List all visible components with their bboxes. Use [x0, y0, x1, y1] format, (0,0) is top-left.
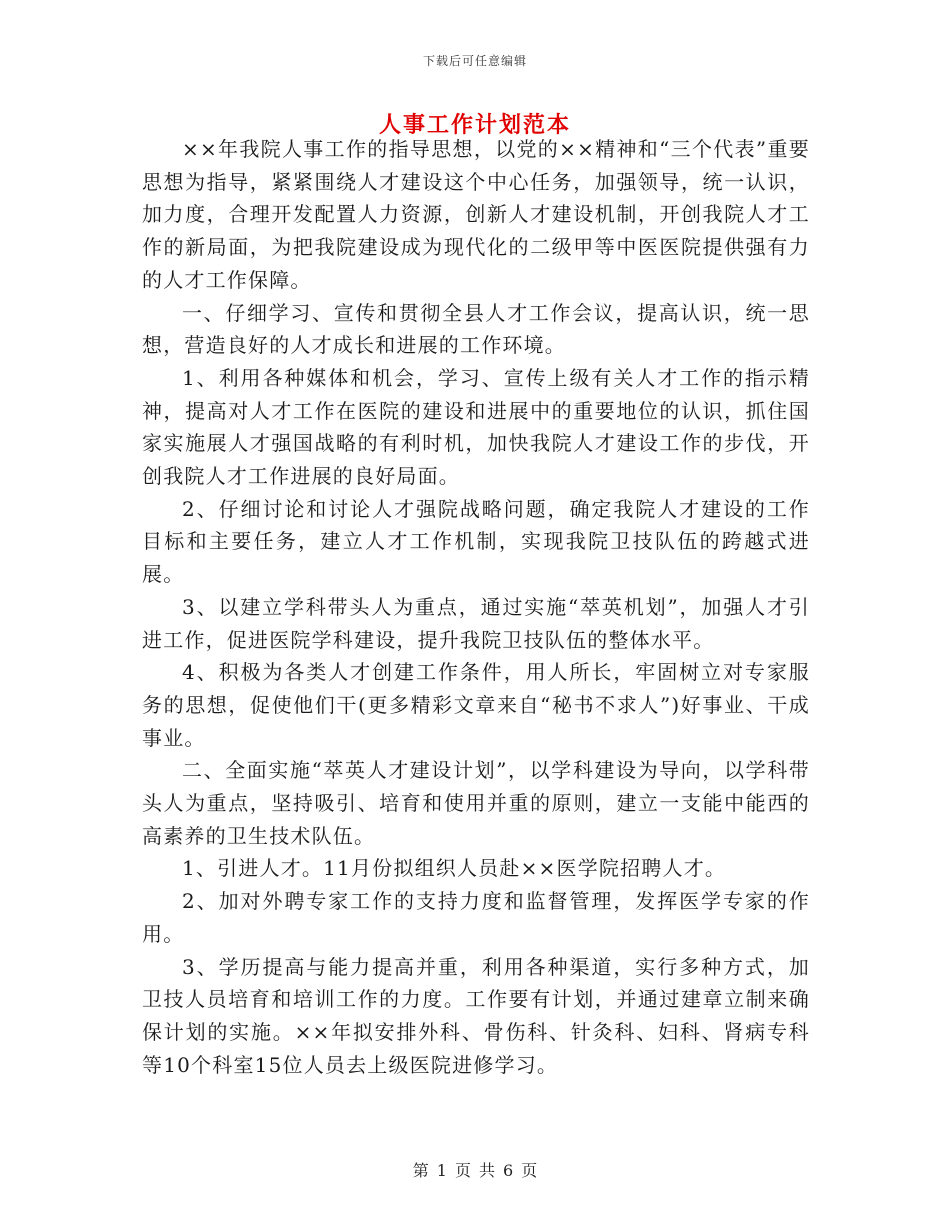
- paragraph-section-1: 一、仔细学习、宣传和贯彻全县人才工作会议，提高认识，统一思想，营造良好的人才成长和进展的工作环境。: [142, 300, 810, 358]
- document-body: [142, 133, 810, 1081]
- footer-suffix: 页: [521, 1161, 538, 1180]
- page-footer: [0, 1158, 950, 1181]
- footer-total-word: 共: [479, 1161, 496, 1180]
- footer-current-page: 1: [436, 1161, 447, 1180]
- paragraph-item-2-1: 1、引进人才。11月份拟组织人员赴××医学院招聘人才。: [182, 856, 727, 881]
- paragraph-item-2-2: 2、加对外聘专家工作的支持力度和监督管理，发挥医学专家的作用。: [142, 889, 810, 946]
- paragraph-item-1-3: 3、以建立学科带头人为重点，通过实施“萃英机划”，加强人才引进工作，促进医院学科建设，提升我院卫技队伍的整体水平。: [142, 594, 810, 652]
- footer-total-pages: 6: [503, 1161, 514, 1180]
- page-header-note: 下载后可任意编辑: [422, 54, 527, 68]
- footer-prefix: 第: [412, 1161, 429, 1180]
- document-title: 人事工作计划范本: [378, 112, 571, 138]
- paragraph-item-1-4: 4、积极为各类人才创建工作条件，用人所长，牢固树立对专家服务的思想，促使他们干(更多精彩文章来自“秘书不求人”)好事业、干成事业。: [142, 660, 810, 750]
- paragraph-intro: ××年我院人事工作的指导思想，以党的××精神和“三个代表”重要思想为指导，紧紧围绕人才建设这个中心任务，加强领导，统一认识，加力度，合理开发配置人力资源，创新人才建设机制，开创我院人才工作的新局面，为把我院建设成为现代化的二级甲等中医医院提供强有力的人才工作保障。: [142, 137, 810, 292]
- paragraph-section-2: 二、全面实施“萃英人才建设计划”，以学科建设为导向，以学科带头人为重点，坚持吸引、培育和使用并重的原则，建立一支能中能西的高素养的卫生技术队伍。: [142, 758, 810, 848]
- paragraph-item-1-2: 2、仔细讨论和讨论人才强院战略问题，确定我院人才建设的工作目标和主要任务，建立人才工作机制，实现我院卫技队伍的跨越式进展。: [142, 496, 810, 587]
- paragraph-item-1-1: 1、利用各种媒体和机会，学习、宣传上级有关人才工作的指示精神，提高对人才工作在医院的建设和进展中的重要地位的认识，抓住国家实施展人才强国战略的有利时机，加快我院人才建设工作的步伐，开创我院人才工作进展的良好局面。: [142, 365, 810, 489]
- paragraph-item-2-3: 3、学历提高与能力提高并重，利用各种渠道，实行多种方式，加卫技人员培育和培训工作的力度。工作要有计划，并通过建章立制来确保计划的实施。××年拟安排外科、骨伤科、针灸科、妇科、肾病专科等10个科室15位人员去上级医院进修学习。: [142, 954, 810, 1077]
- footer-page-word: 页: [454, 1161, 471, 1180]
